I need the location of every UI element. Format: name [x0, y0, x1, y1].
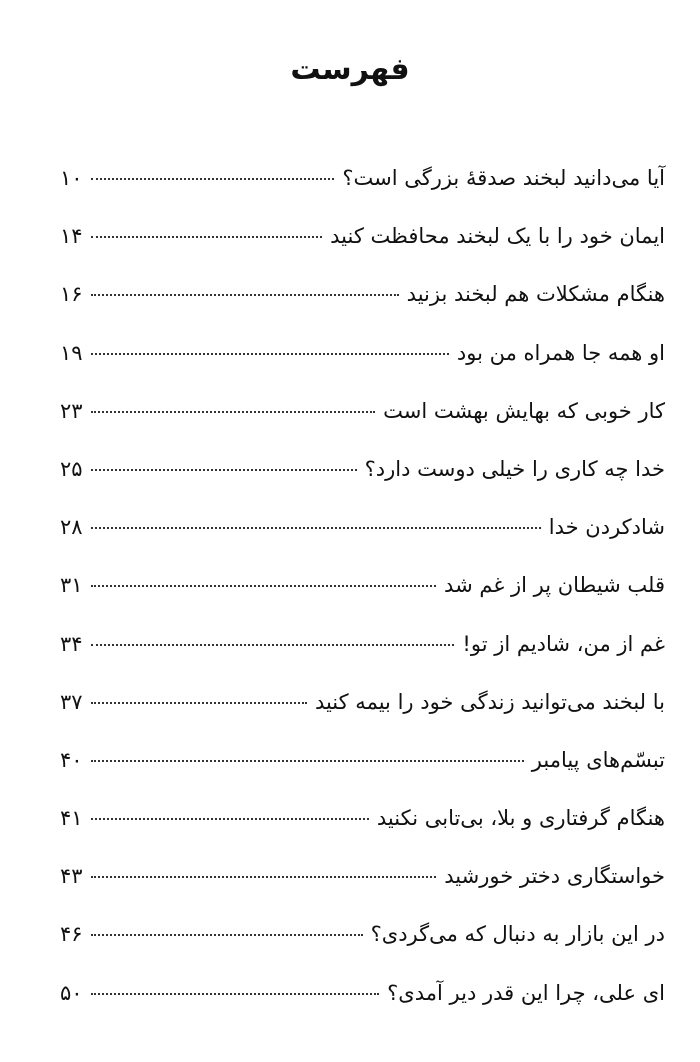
toc-entry-page: ۲۵: [60, 456, 83, 481]
toc-entry-page: ۳۷: [60, 689, 83, 714]
toc-leader-dots: [91, 993, 380, 995]
toc-entry-page: ۴۰: [60, 747, 83, 772]
toc-entry: [60, 573, 665, 631]
toc-entry-page: ۵۰: [60, 980, 83, 1005]
table-of-contents: [60, 166, 665, 1039]
toc-entry-title: تبسّم‌های پیامبر: [531, 747, 665, 772]
toc-entry-title: با لبخند می‌توانید زندگی خود را بیمه کنید: [314, 689, 665, 714]
toc-entry-page: ۲۸: [60, 515, 83, 540]
toc-leader-dots: [91, 294, 399, 296]
toc-entry: [60, 690, 665, 748]
toc-entry-page: ۴۳: [60, 864, 83, 889]
toc-leader-dots: [91, 702, 307, 704]
toc-entry: [60, 864, 665, 922]
toc-entry: [60, 632, 665, 690]
toc-leader-dots: [91, 585, 436, 587]
toc-entry-page: ۱۶: [60, 282, 83, 307]
toc-entry-title: هنگام گرفتاری و بلا، بی‌تابی نکنید: [376, 806, 665, 831]
toc-entry: [60, 166, 665, 224]
toc-leader-dots: [91, 411, 376, 413]
toc-leader-dots: [91, 934, 363, 936]
page-title: فهرست: [290, 52, 410, 87]
toc-entry-title: خدا چه کاری را خیلی دوست دارد؟: [364, 456, 665, 481]
toc-entry-title: خواستگاری دختر خورشید: [444, 864, 665, 889]
toc-entry-page: ۳۱: [60, 573, 83, 598]
toc-entry-page: ۴۱: [60, 806, 83, 831]
toc-entry-title: هنگام مشکلات هم لبخند بزنید: [406, 282, 665, 307]
toc-entry-page: ۱۹: [60, 340, 83, 365]
toc-entry-title: ایمان خود را با یک لبخند محافظت کنید: [330, 224, 665, 249]
toc-entry: [60, 224, 665, 282]
toc-entry-title: او همه جا همراه من بود: [456, 340, 665, 365]
toc-entry: [60, 282, 665, 340]
toc-leader-dots: [91, 818, 369, 820]
toc-entry: [60, 399, 665, 457]
toc-entry-page: ۱۴: [60, 224, 83, 249]
toc-leader-dots: [91, 178, 335, 180]
toc-entry: [60, 922, 665, 980]
toc-entry-page: ۱۰: [60, 166, 83, 190]
toc-entry-title: غم از من، شادیم از تو!: [462, 631, 665, 656]
toc-leader-dots: [91, 760, 524, 762]
toc-entry: [60, 341, 665, 399]
toc-leader-dots: [91, 469, 357, 471]
toc-leader-dots: [91, 353, 449, 355]
toc-entry-title: در این بازار به دنبال که می‌گردی؟: [370, 922, 665, 947]
toc-entry-title: آیا می‌دانید لبخند صدقهٔ بزرگی است؟: [342, 166, 665, 190]
toc-leader-dots: [91, 644, 455, 646]
toc-entry-page: ۳۴: [60, 631, 83, 656]
toc-leader-dots: [91, 527, 541, 529]
toc-entry-title: ای علی، چرا این قدر دیر آمدی؟: [387, 980, 665, 1005]
toc-entry: [60, 515, 665, 573]
toc-entry-page: ۲۳: [60, 398, 83, 423]
toc-entry-title: شادکردن خدا: [548, 515, 665, 540]
toc-entry: [60, 457, 665, 515]
toc-entry-title: کار خوبی که بهایش بهشت است: [383, 398, 665, 423]
toc-leader-dots: [91, 236, 323, 238]
toc-entry-title: قلب شیطان پر از غم شد: [444, 573, 665, 598]
toc-entry-page: ۴۶: [60, 922, 83, 947]
toc-entry: [60, 806, 665, 864]
toc-entry: [60, 981, 665, 1039]
toc-entry: [60, 748, 665, 806]
toc-leader-dots: [91, 876, 437, 878]
